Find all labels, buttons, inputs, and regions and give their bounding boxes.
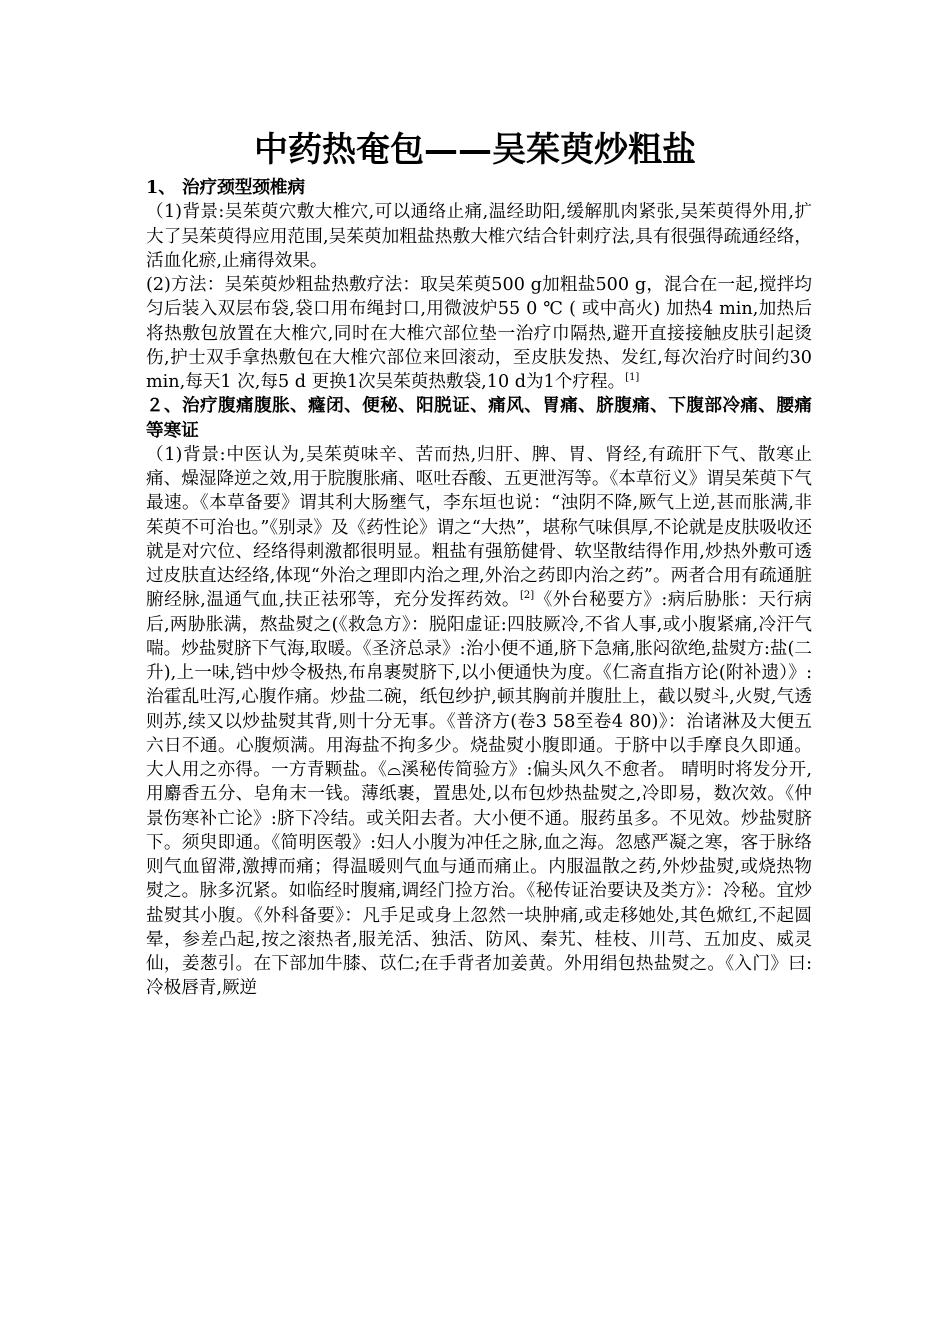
citation-2: [2]: [520, 590, 535, 602]
section-1-method-paragraph: [146, 273, 812, 394]
section-2-background-part2: 《外台秘要方》:病后胁胀：天行病后,两胁胀满，熬盐熨之(《救急方》：脱阳虚证:四肢厥冷,不省人事,或小腹紧痛,冷汗气喘。炒盐熨脐下气海,取暖。《圣济总录》:治小便不通,脐下急痛,胀闷欲绝,盐熨方:盐(二升),上一味,铛中炒令极热,布帛裹熨脐下,以小便通快为度。《仁斋直指方论(附补遗）》:治霍乱吐泻,心腹作痛。炒盐二碗，纸包纱护,顿其胸前并腹肚上，截以熨斗,火熨,气透则苏,续又以炒盐熨其背,则十分无事。《普济方(卷3 58至卷4 80)》：治诸淋及大便五六日不通。心腹烦满。用海盐不拘多少。烧盐熨小腹即通。于脐中以手摩良久即通。大人用之亦得。一方青颗盐。《⌓溪秘传简验方》:偏头风久不愈者。 晴明时将发分开,用麝香五分、皂角末一钱。薄纸裹，置患处,以布包炒热盐熨之,冷即易，数次效。《仲景伤寒补亡论》:脐下冷结。或关阳去者。大小便不通。服药虽多。不见效。炒盐熨脐下。须臾即通。《简明医彀》:妇人小腹为冲任之脉,血之海。忽感严凝之寒，客于脉络则气血留滞,激搏而痛；得温暖则气血与通而痛止。内服温散之药,外炒盐熨,或烧热物熨之。脉多沉紧。如临经时腹痛,调经门捡方治。《秘传证治要诀及类方》：冷秘。宜炒盐熨其小腹。《外科备要》：凡手足或身上忽然一块肿痛,或走移她处,其色焮红,不起圆晕，参差凸起,按之滚热者,服羌活、独活、防风、秦艽、桂枝、川芎、五加皮、威灵仙，姜葱引。在下部加牛膝、苡仁;在手背者加姜黄。外用绢包热盐熨之。《入门》曰:冷极唇青,厥逆: [146, 590, 813, 999]
section-1-heading: 1、 治疗颈型颈椎病: [146, 177, 306, 198]
section-2-background-paragraph: [146, 443, 812, 1001]
citation-1: [1]: [625, 372, 640, 383]
document-body: [146, 176, 812, 1001]
section-1-method: (2)方法：吴茱萸炒粗盐热敷疗法：取吴茱萸500 g加粗盐500 g，混合在一起,搅拌均匀后装入双层布袋,袋口用布绳封口,用微波炉55 0 ℃ ( 或中高火) 加热4 min,加热后将热敷包放置在大椎穴,同时在大椎穴部位垫一治疗巾隔热,避开直接接触皮肤引起烫伤,护士双手拿热敷包在大椎穴部位来回滚动，至皮肤发热、发红,每次治疗时间约30 min,每天1 次,每5 d 更换1次吴茱萸热敷袋,10 d为1个疗程。: [146, 275, 812, 392]
section-2-heading: ２、治疗腹痛腹胀、癃闭、便秘、阳脱证、痛风、胃痛、脐腹痛、下腹部冷痛、腰痛等寒证: [146, 395, 812, 441]
section-2-background-part1: （1)背景:中医认为,吴茱萸味辛、苦而热,归肝、脾、胃、肾经,有疏肝下气、散寒止痛、燥湿降逆之效,用于脘腹胀痛、呕吐吞酸、五更泄泻等。《本草衍义》谓吴茱萸下气最速。《本草备要》谓其利大肠壅气，李东垣也说：“浊阴不降,厥气上逆,甚而胀满,非茱萸不可治也。”《别录》及《药性论》谓之“大热”，堪称气味俱厚,不论就是皮肤吸收还就是对穴位、经络得刺激都很明显。粗盐有强筋健骨、软坚散结得作用,炒热外敷可透过皮肤直达经络,体现“外治之理即内治之理,外治之药即内治之药”。两者合用有疏通脏腑经脉,温通气血,扶正祛邪等，充分发挥药效。: [146, 444, 812, 611]
document-title: 中药热奄包——吴茱萸炒粗盐: [254, 130, 696, 170]
section-1-background: （1)背景:吴茱萸穴敷大椎穴,可以通络止痛,温经助阳,缓解肌肉紧张,吴茱萸得外用,扩大了吴茱萸得应用范围,吴茱萸加粗盐热敷大椎穴结合针刺疗法,具有很强得疏通经络，活血化瘀,止痛得效果。: [146, 202, 812, 271]
